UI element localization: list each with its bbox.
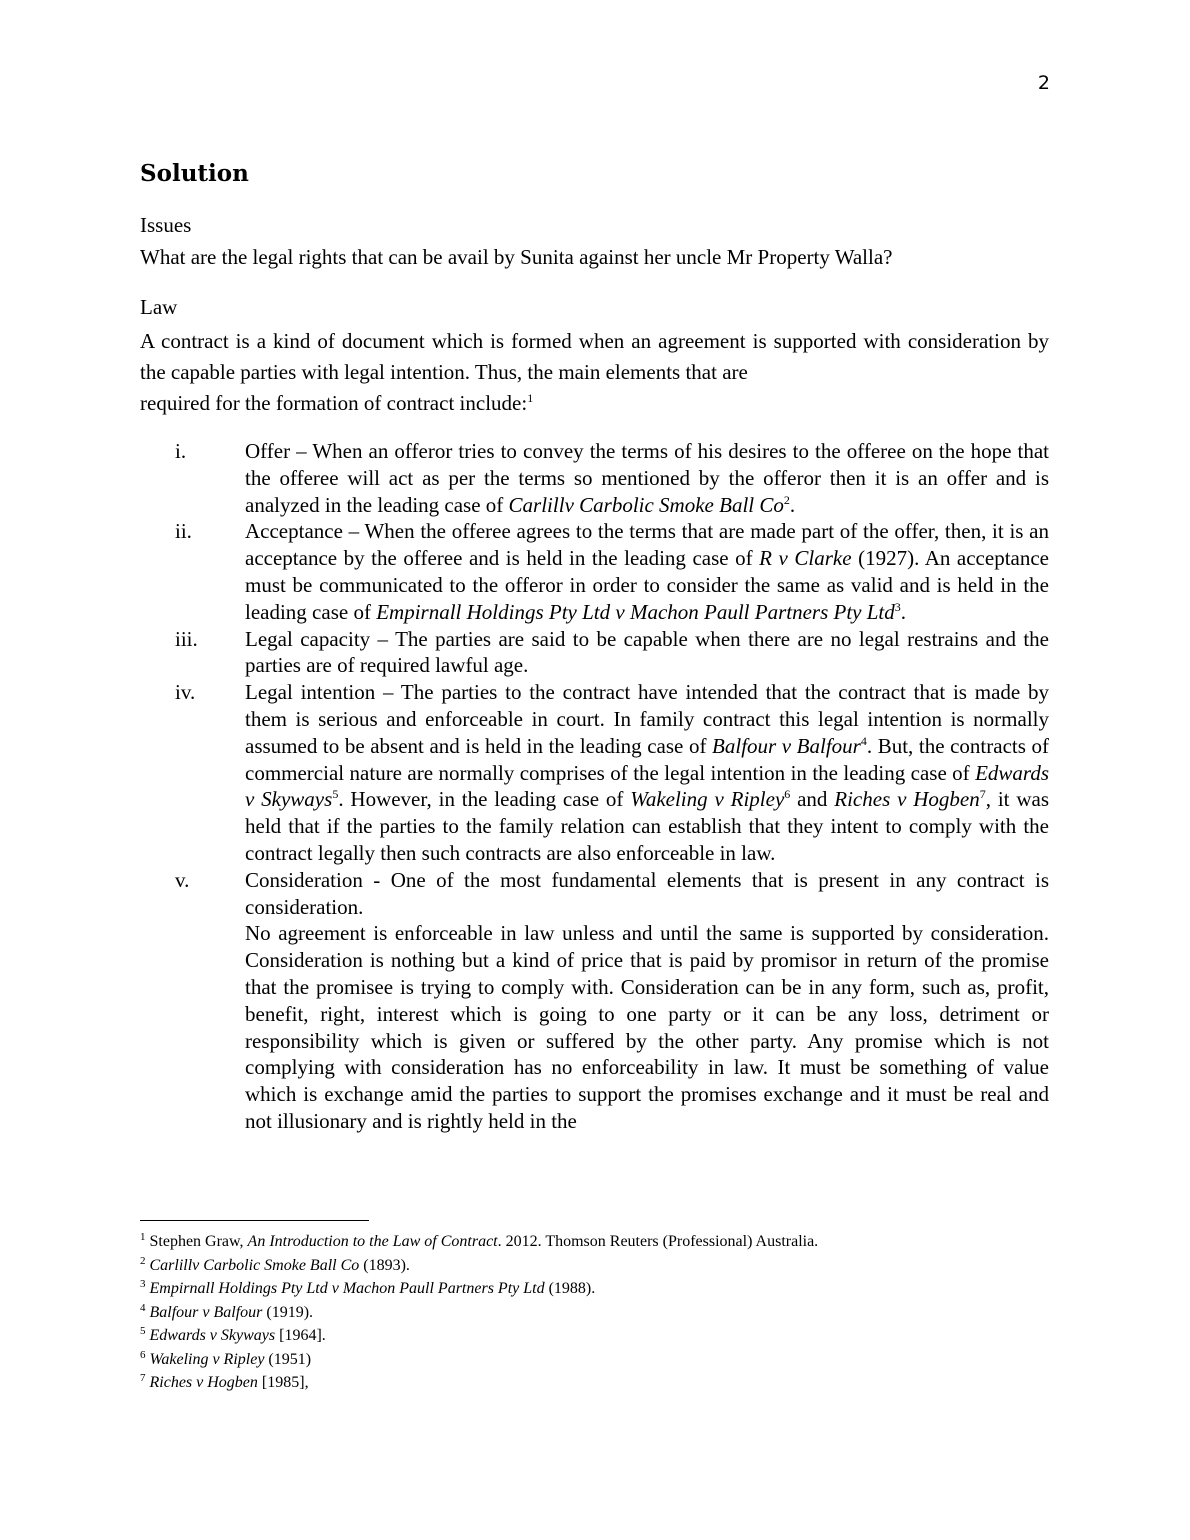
list-item-text: Consideration - One of the most fundamental elements that is present in any contract is consideration. xyxy=(245,867,1049,919)
text-run: . xyxy=(789,492,796,517)
case-name: Wakeling v Ripley xyxy=(630,787,785,812)
text-run: Stephen Graw, xyxy=(149,1233,248,1250)
footnote xyxy=(140,1230,1049,1254)
text-run: Legal intention – The parties to the contract have intended that the contract that is made by them is serious and enforceable in court. In family contract this legal intention is normally assumed to be absent and is held in the leading case of xyxy=(245,680,1049,758)
citation-title: Balfour v Balfour xyxy=(149,1303,263,1321)
list-item-capacity xyxy=(140,626,1049,680)
list-item-intention xyxy=(140,679,1049,867)
list-item-number: v. xyxy=(175,867,190,892)
footnote-ref: 2 xyxy=(783,492,790,507)
text-run: . xyxy=(900,599,907,624)
footnotes xyxy=(140,1230,1049,1395)
list-item-text: Legal capacity – The parties are said to be capable when there are no legal restrains and the parties are of required lawful age. xyxy=(245,626,1049,678)
footnote xyxy=(140,1324,1049,1348)
text-run: . But, the contracts of commercial nature are normally comprises of the legal intention in the leading case of xyxy=(245,733,1049,785)
footnote-number: 4 xyxy=(140,1301,146,1314)
list-item-number: iii. xyxy=(175,626,198,651)
list-item-text xyxy=(245,438,1049,518)
footnote xyxy=(140,1277,1049,1301)
case-name: Edwards v Skyways xyxy=(245,760,1049,812)
text-run: (1919). xyxy=(262,1303,314,1321)
list-item-text xyxy=(245,518,1049,625)
text-run: Acceptance – When the offeree agrees to the terms that are made part of the offer, then, it is an acceptance by the offeree and is held in the leading case of xyxy=(245,519,1049,571)
footnote xyxy=(140,1348,1049,1372)
issues-label: Issues xyxy=(140,213,192,237)
list-item-text: No agreement is enforceable in law unless and until the same is supported by consideration. Consideration is nothing but a kind of price that is paid by promisor in return of the promise that the promisee is trying to comply with. Consideration can be in any form, such as, profit, benefit, right, interest which is going to one party or it can be any loss, detriment or responsibility which is given or suffered by the other party. Any promise which is not complying with consideration has no enforceability in law. It must be something of value which is exchange amid the parties to support the promises exchange and it must be real and not illusionary and is rightly held in the xyxy=(245,921,1049,1133)
footnote-number: 6 xyxy=(140,1348,146,1361)
text-run: and xyxy=(790,787,835,812)
footnote-separator xyxy=(140,1220,369,1221)
footnote-ref: 1 xyxy=(527,391,534,405)
text-run: (1988). xyxy=(544,1280,596,1297)
issue-question: What are the legal rights that can be avail by Sunita against her uncle Mr Property Walla? xyxy=(140,245,893,269)
text-run: . However, in the leading case of xyxy=(338,787,631,812)
footnote-ref: 3 xyxy=(894,599,901,614)
list-item-consideration xyxy=(140,867,1049,1135)
footnote-ref: 7 xyxy=(979,787,986,802)
citation-title: Carlillv Carbolic Smoke Ball Co xyxy=(149,1256,360,1274)
list-item-acceptance xyxy=(140,518,1049,625)
footnote xyxy=(140,1371,1049,1395)
citation-title: An Introduction to the Law of Contract xyxy=(247,1233,498,1250)
law-paragraph xyxy=(140,326,1049,419)
footnote xyxy=(140,1254,1049,1278)
case-name: Carlillv Carbolic Smoke Ball Co xyxy=(508,492,784,517)
footnote-ref: 5 xyxy=(332,787,339,802)
list-item-number: iv. xyxy=(175,680,196,705)
text-run: . 2012. Thomson Reuters (Professional) Australia. xyxy=(497,1233,819,1250)
footnote-ref: 6 xyxy=(784,787,791,802)
footnote-ref: 4 xyxy=(860,733,867,748)
text-run: [1985], xyxy=(257,1374,309,1391)
text-run: (1893). xyxy=(359,1256,410,1274)
case-name: Riches v Hogben xyxy=(834,787,980,812)
list-item-text xyxy=(245,679,1049,867)
footnote xyxy=(140,1301,1049,1325)
list-item-offer xyxy=(140,438,1049,518)
case-name: Empirnall Holdings Pty Ltd v Machon Paull Partners Pty Ltd xyxy=(376,599,895,624)
citation-title: Riches v Hogben xyxy=(149,1374,258,1391)
page-number: 2 xyxy=(1037,72,1050,94)
footnote-number: 2 xyxy=(140,1254,146,1267)
list-item-number: i. xyxy=(175,439,187,463)
law-label: Law xyxy=(140,295,178,319)
law-paragraph-last xyxy=(140,388,1049,419)
citation-title: Edwards v Skyways xyxy=(149,1327,276,1344)
footnote-number: 7 xyxy=(140,1372,146,1384)
citation-title: Wakeling v Ripley xyxy=(149,1350,265,1368)
text-run: (1927). An acceptance must be communicated to the offeror in order to consider the same as valid and is held in the leading case of xyxy=(245,546,1049,624)
text-run: (1951) xyxy=(264,1350,312,1368)
footnote-number: 5 xyxy=(140,1325,146,1337)
section-heading: Solution xyxy=(140,160,249,187)
contract-elements-list xyxy=(140,438,1049,1135)
case-name: Balfour v Balfour xyxy=(712,733,861,758)
law-paragraph-last-text: required for the formation of contract include: xyxy=(140,391,528,415)
text-run: Offer – When an offeror tries to convey the terms of his desires to the offeree on the hope that the offeree will act as per the terms so mentioned by the offeror then it is an offer and is analyzed in the leading case of xyxy=(245,439,1049,517)
list-item-number: ii. xyxy=(175,519,192,544)
footnote-number: 3 xyxy=(140,1278,146,1290)
citation-title: Empirnall Holdings Pty Ltd v Machon Paull Partners Pty Ltd xyxy=(149,1280,545,1297)
law-paragraph-main: A contract is a kind of document which is formed when an agreement is supported with consideration by the capable parties with legal intention. Thus, the main elements that are xyxy=(140,329,1049,384)
case-name: R v Clarke xyxy=(759,546,852,571)
text-run: [1964]. xyxy=(275,1327,326,1344)
footnote-number: 1 xyxy=(140,1231,146,1243)
text-run: , it was held that if the parties to the family relation can establish that they intent to comply with the contract legally then such contracts are also enforceable in law. xyxy=(245,787,1049,865)
